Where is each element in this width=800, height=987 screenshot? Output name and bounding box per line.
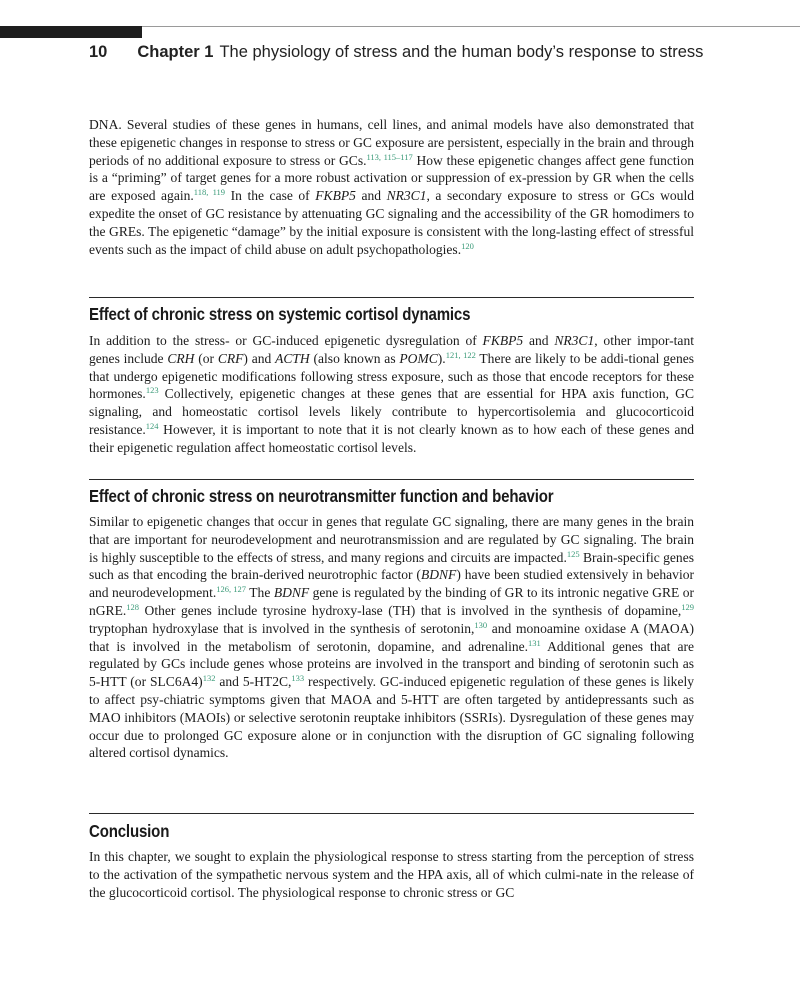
section-heading-neurotransmitter: Effect of chronic stress on neurotransmitter function and behavior	[89, 486, 554, 506]
citation-ref[interactable]: 121, 122	[445, 349, 476, 360]
citation-ref[interactable]: 133	[291, 673, 305, 684]
running-head	[89, 43, 703, 62]
citation-ref[interactable]: 113, 115–117	[366, 151, 413, 162]
section-heading-cortisol: Effect of chronic stress on systemic cortisol dynamics	[89, 304, 471, 324]
page-number: 10	[89, 43, 108, 61]
section-paragraph-conclusion: In this chapter, we sought to explain the physiological response to stress starting from the perception of stress to the activation of the sympathetic nervous system and the HPA axis, all of which culmi-nate in the release of the glucocorticoid cortisol. The physiological response to chronic stress or GC	[89, 849, 694, 900]
citation-ref[interactable]: 124	[145, 420, 159, 431]
section-paragraph-neurotransmitter: Similar to epigenetic changes that occur in genes that regulate GC signaling, there are many genes in the brain that are important for neurodevelopment and neurotransmission and are regulated by GC signaling. The brain is highly susceptible to the effects of stress, and many regions and circuits are impacted.$^{125}$ Brain-specific genes such as that encoding the brain-derived neurotrophic factor (BDNF) have been studied extensively in behavior and neurodevelopment.$^{126, 127}$ The BDNF gene is regulated by the binding of GR to its intronic negative GRE or nGRE.$^{128}$ Other genes include tyrosine hydroxy-lase (TH) that is involved in the synthesis of dopamine,$^{129}$ tryptophan hydroxylase that is involved in the synthesis of serotonin,$^{130}$ and monoamine oxidase A (MAOA) that is involved in the metabolism of serotonin, dopamine, and adrenaline.$^{131}$ Additional genes that are regulated by GCs include genes whose proteins are involved in the transport and binding of serotonin such as 5-HTT (or SLC6A4)$^{132}$ and 5-HT2C,$^{133}$ respectively. GC-induced epigenetic regulation of these genes is likely to affect psy-chiatric symptoms given that MAOA and 5-HTT are often targeted by antidepressants such as MAO inhibitors (MAOIs) or selective serotonin reuptake inhibitors (SSRIs). Dysregulation of these genes may occur due to prolonged GC exposure alone or in conjunction with the disruption of GC signaling following altered cortisol dynamics.	[89, 514, 694, 761]
section-rule	[89, 479, 694, 480]
citation-ref[interactable]: 123	[145, 385, 159, 396]
citation-ref[interactable]: 132	[202, 673, 216, 684]
section-heading-conclusion: Conclusion	[89, 821, 170, 841]
citation-ref[interactable]: 130	[474, 619, 488, 630]
continuation-paragraph: DNA. Several studies of these genes in humans, cell lines, and animal models have also demonstrated that these epigenetic changes in response to stress or GC exposure are persistent, especially in the brain and through periods of no additional exposure to stress or GCs.$^{113, 115-117}$ How these epigenetic changes affect gene function is a “priming” of target genes for a more robust activation or suppression of ex-pression by GR when the cells are exposed again.$^{118, 119}$ In the case of FKBP5 and NR3C1, a secondary exposure to stress or GCs would expedite the onset of GC resistance by attenuating GC signaling and the accessibility of the GR homodimers to the GREs. The epigenetic “damage” by the initial exposure is consistent with the long-lasting effect of stressful events such as the impact of child abuse on adult psychopathologies.$^{120}$	[89, 117, 694, 257]
citation-ref[interactable]: 131	[528, 637, 541, 648]
citation-ref[interactable]: 126, 127	[216, 584, 247, 595]
section-rule	[89, 297, 694, 298]
citation-ref[interactable]: 128	[126, 601, 140, 612]
citation-ref[interactable]: 120	[461, 240, 474, 251]
citation-ref[interactable]: 118, 119	[193, 187, 226, 198]
chapter-title: The physiology of stress and the human body’s response to stress	[219, 43, 704, 61]
header-bar	[0, 26, 142, 38]
citation-ref[interactable]: 129	[681, 601, 694, 612]
section-paragraph-cortisol: In addition to the stress- or GC-induced epigenetic dysregulation of FKBP5 and NR3C1, other impor-tant genes include CRH (or CRF) and ACTH (also known as POMC).$^{121, 122}$ There are likely to be addi-tional genes that undergo epigenetic modifications following stress exposure, such as those that encode receptors for these hormones.$^{123}$ Collectively, epigenetic changes at these genes that are essential for HPA axis function, GC signaling, and homeostatic cortisol levels likely contribute to hypercortisolemia and glucocorticoid resistance.$^{124}$ However, it is important to note that it is not clearly known as to how each of these genes and their epigenetic regulation affect homeostatic cortisol levels.	[89, 333, 694, 455]
citation-ref[interactable]: 125	[566, 548, 580, 559]
section-rule	[89, 813, 694, 814]
chapter-label: Chapter 1	[137, 43, 214, 61]
